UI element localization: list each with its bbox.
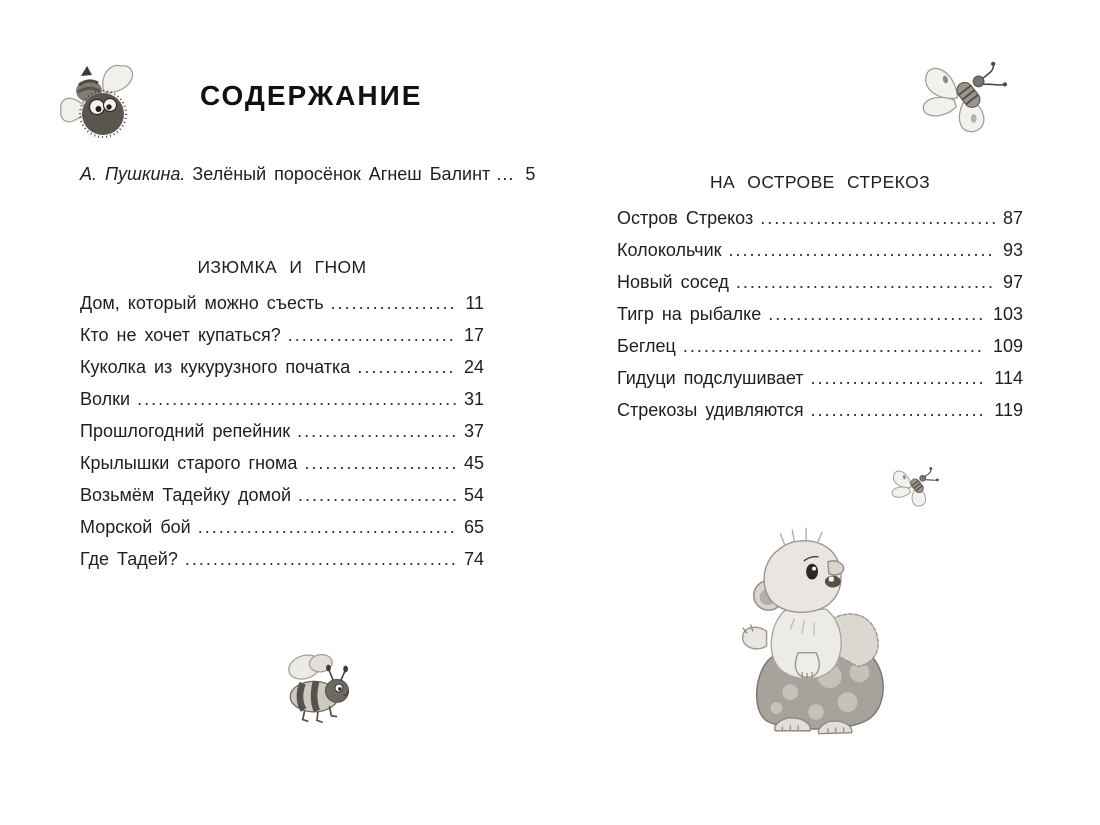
toc-entry <box>80 351 484 383</box>
toc-leader-dots <box>811 394 987 426</box>
toc-entry-title: Дом, который можно съесть <box>80 293 324 313</box>
toc-entry-title: Остров Стрекоз <box>617 208 754 228</box>
page-title: СОДЕРЖАНИЕ <box>200 80 423 111</box>
toc-entry <box>617 202 1023 234</box>
toc-section-strekoz <box>617 170 1023 426</box>
toc-entry-title: Беглец <box>617 336 676 356</box>
toc-entry-page: 31 <box>463 389 484 409</box>
toc-leader-dots <box>298 479 456 511</box>
toc-entry-title: Волки <box>80 389 131 409</box>
toc-intro-author: А. Пушкина. <box>80 164 186 184</box>
butterfly-small-illustration <box>886 462 940 514</box>
toc-entry-title: Новый сосед <box>617 272 729 292</box>
toc-entry <box>80 479 484 511</box>
toc-entry <box>617 362 1023 394</box>
toc-leader-dots <box>729 234 995 266</box>
toc-entry <box>80 415 484 447</box>
toc-leader-dots <box>811 362 987 394</box>
toc-intro-title: Зелёный поросёнок Агнеш Балинт <box>192 164 491 184</box>
toc-entry <box>617 330 1023 362</box>
toc-entry-page: 93 <box>1002 240 1023 260</box>
toc-entry <box>80 383 484 415</box>
toc-entry-page: 74 <box>463 549 484 569</box>
toc-entry <box>80 543 484 575</box>
toc-entry-title: Прошлогодний репейник <box>80 421 291 441</box>
toc-entry-title: Колокольчик <box>617 240 722 260</box>
toc-entry-title: Крылышки старого гнома <box>80 453 298 473</box>
bee-illustration <box>276 650 358 728</box>
toc-leader-dots <box>304 447 456 479</box>
toc-entry-title: Тигр на рыбалке <box>617 304 762 324</box>
toc-leader-dots <box>768 298 985 330</box>
toc-leader-dots <box>683 330 985 362</box>
toc-entry <box>80 447 484 479</box>
toc-entry-title: Кто не хочет купаться? <box>80 325 281 345</box>
fuzzy-bee-illustration <box>57 61 137 145</box>
hamster-illustration <box>733 515 901 737</box>
section-heading: НА ОСТРОВЕ СТРЕКОЗ <box>709 172 931 192</box>
toc-leader-dots <box>185 543 456 575</box>
toc-intro-page: 5 <box>525 164 536 184</box>
toc-entry-page: 114 <box>994 368 1023 388</box>
toc-entry-page: 87 <box>1002 208 1023 228</box>
toc-entry-title: Возьмём Тадейку домой <box>80 485 292 505</box>
toc-leader-dots <box>736 266 995 298</box>
toc-entry-page: 11 <box>465 293 484 313</box>
toc-intro-entry <box>80 162 536 186</box>
toc-entry <box>617 298 1023 330</box>
toc-entry-page: 24 <box>463 357 484 377</box>
toc-entry-page: 109 <box>992 336 1023 356</box>
toc-entry-page: 17 <box>463 325 484 345</box>
toc-entry-title: Гидуци подслушивает <box>617 368 804 388</box>
toc-leader-dots <box>760 202 995 234</box>
toc-entry <box>80 287 484 319</box>
toc-entry-page: 103 <box>992 304 1023 324</box>
toc-entry-page: 97 <box>1002 272 1023 292</box>
toc-entry-title: Стрекозы удивляются <box>617 400 804 420</box>
toc-entry <box>617 266 1023 298</box>
toc-entry-page: 45 <box>463 453 484 473</box>
toc-leader-dots <box>137 383 456 415</box>
toc-leader-dots <box>331 287 458 319</box>
toc-leader-dots <box>357 351 456 383</box>
toc-entry <box>617 394 1023 426</box>
toc-entry-page: 54 <box>463 485 484 505</box>
toc-leader-dots <box>288 319 456 351</box>
butterfly-illustration <box>912 58 1010 140</box>
toc-entry-page: 37 <box>463 421 484 441</box>
toc-entry-page: 119 <box>994 400 1023 420</box>
toc-entry <box>617 234 1023 266</box>
toc-entry-title: Куколка из кукурузного початка <box>80 357 351 377</box>
toc-entry <box>80 319 484 351</box>
toc-section-izyumka <box>80 255 484 575</box>
toc-intro-dots: ... <box>496 164 515 184</box>
toc-leader-dots <box>198 511 456 543</box>
section-heading: ИЗЮМКА И ГНОМ <box>197 257 367 277</box>
toc-leader-dots <box>297 415 456 447</box>
toc-entry-title: Где Тадей? <box>80 549 178 569</box>
toc-entry-page: 65 <box>463 517 484 537</box>
toc-entry-title: Морской бой <box>80 517 191 537</box>
toc-entry <box>80 511 484 543</box>
